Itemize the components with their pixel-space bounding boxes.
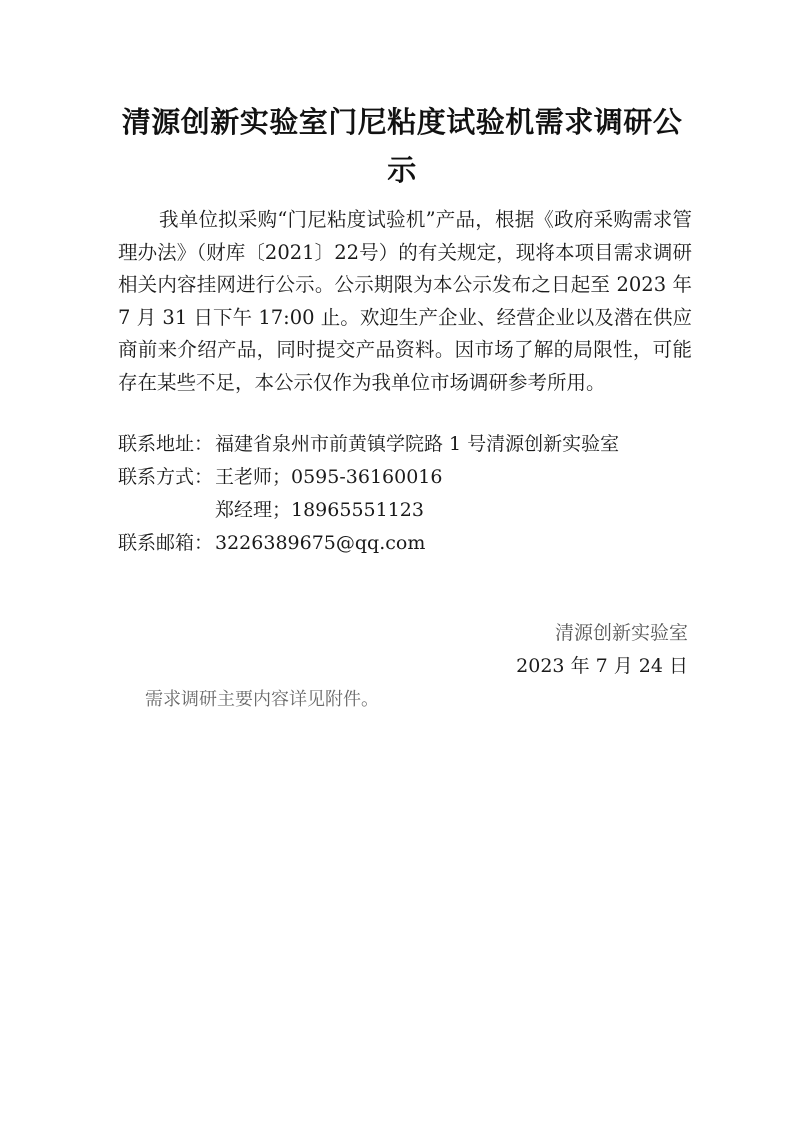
announcement-body: 我单位拟采购“门尼粘度试验机”产品，根据《政府采购需求管理办法》（财库〔2021〕22号）的有关规定，现将本项目需求调研相关内容挂网进行公示。公示期限为本公示发布之日起至 2023 年 7 月 31 日下午 17:00 止。欢迎生产企业、经营企业以及潜在供应商前来介绍产品，同时提交产品资料。因市场了解的局限性，可能存在某些不足，本公示仅作为我单位市场调研参考所用。 — [118, 208, 692, 394]
contact-indent — [118, 494, 215, 527]
signature-date: 2023 年 7 月 24 日 — [516, 655, 688, 677]
signature-organization: 清源创新实验室 — [554, 622, 688, 644]
contact-phone-value-1: 王老师；0595-36160016 — [215, 466, 443, 488]
contact-phone-label: 联系方式： — [118, 466, 214, 488]
contact-phone-row-2 — [118, 494, 692, 527]
contact-info — [118, 428, 692, 560]
contact-phone-row — [118, 461, 692, 494]
contact-address-row — [118, 428, 692, 461]
contact-address-label: 联系地址： — [118, 433, 214, 455]
contact-email-row — [118, 527, 692, 560]
contact-email-value: 3226389675@qq.com — [215, 532, 426, 554]
contact-phone-value-2: 郑经理；18965551123 — [215, 499, 424, 521]
document-title: 清源创新实验室门尼粘度试验机需求调研公示 — [121, 105, 683, 187]
contact-address-value: 福建省泉州市前黄镇学院路 1 号清源创新实验室 — [215, 433, 620, 455]
attachment-note: 需求调研主要内容详见附件。 — [145, 689, 379, 710]
signature-block — [516, 617, 688, 683]
contact-email-label: 联系邮箱： — [118, 532, 214, 554]
